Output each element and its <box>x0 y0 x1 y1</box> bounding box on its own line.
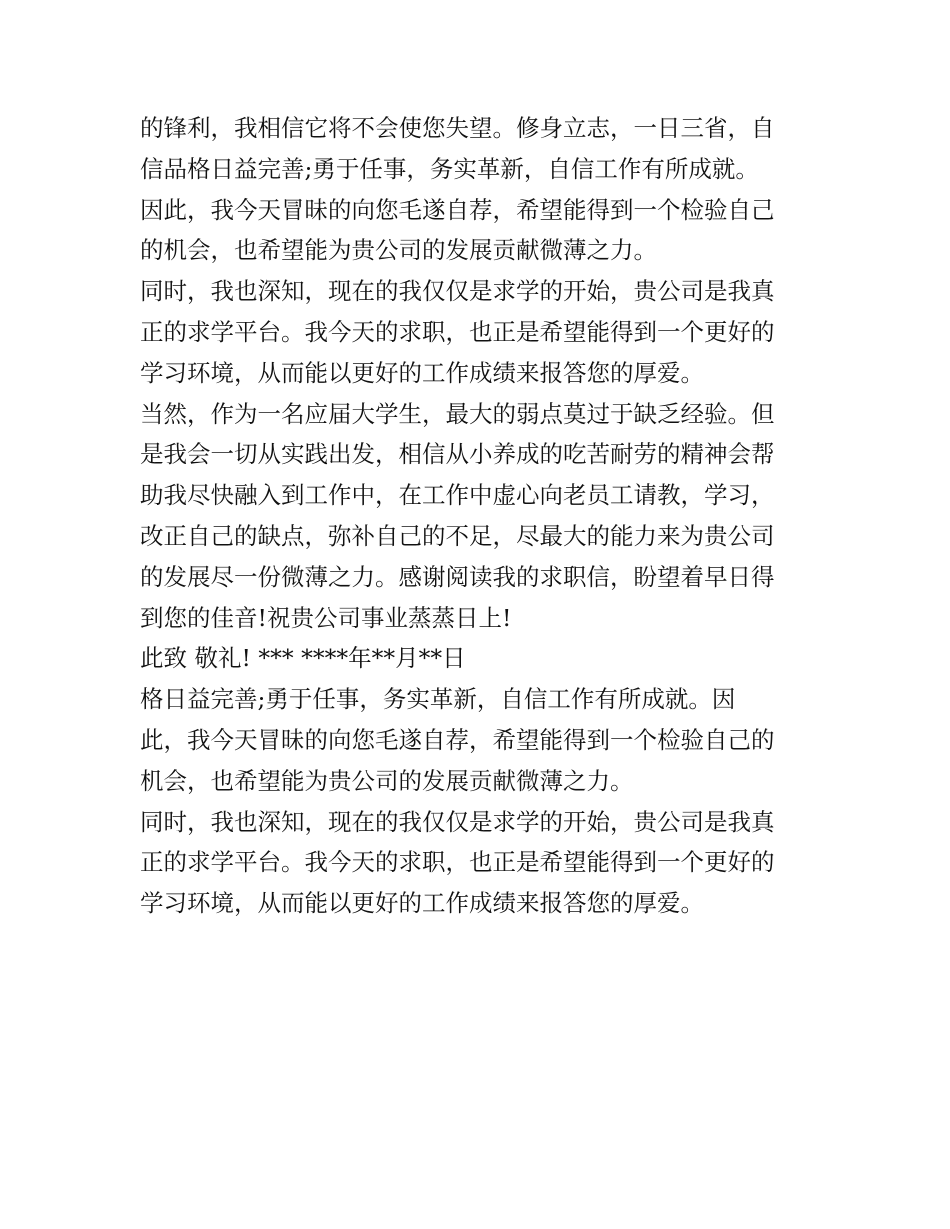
text-line: 是我会一切从实践出发，相信从小养成的吃苦耐劳的精神会帮 <box>140 440 775 469</box>
text-line: 的机会，也希望能为贵公司的发展贡献微薄之力。 <box>140 236 657 265</box>
text-line: 的发展尽一份微薄之力。感谢阅读我的求职信，盼望着早日得 <box>140 562 775 591</box>
text-line: 同时，我也深知，现在的我仅仅是求学的开始，贵公司是我真 <box>140 807 775 836</box>
text-line: 的锋利，我相信它将不会使您失望。修身立志，一日三省，自 <box>140 114 775 142</box>
text-line: 正的求学平台。我今天的求职，也正是希望能得到一个更好的 <box>140 848 775 877</box>
text-line: 改正自己的缺点，弥补自己的不足，尽最大的能力来为贵公司 <box>140 521 775 550</box>
text-line: 机会，也希望能为贵公司的发展贡献微薄之力。 <box>140 766 634 795</box>
text-line: 因此，我今天冒昧的向您毛遂自荐，希望能得到一个检验自己 <box>140 195 775 224</box>
text-line: 同时，我也深知，现在的我仅仅是求学的开始，贵公司是我真 <box>140 277 775 306</box>
text-line: 正的求学平台。我今天的求职，也正是希望能得到一个更好的 <box>140 317 775 346</box>
text-line: 格日益完善;勇于任事，务实革新，自信工作有所成就。因 <box>140 685 736 714</box>
closing-line: 此致 敬礼! *** ****年**月**日 <box>140 644 466 673</box>
document-body <box>140 108 820 924</box>
text-line: 此，我今天冒昧的向您毛遂自荐，希望能得到一个检验自己的 <box>140 725 775 754</box>
text-line: 当然，作为一名应届大学生，最大的弱点莫过于缺乏经验。但 <box>140 399 775 428</box>
text-line: 信品格日益完善;勇于任事，务实革新，自信工作有所成就。 <box>140 154 759 183</box>
text-line: 学习环境，从而能以更好的工作成绩来报答您的厚爱。 <box>140 358 704 387</box>
text-line: 助我尽快融入到工作中，在工作中虚心向老员工请教，学习， <box>140 481 775 510</box>
text-line: 学习环境，从而能以更好的工作成绩来报答您的厚爱。 <box>140 889 704 918</box>
text-line: 到您的佳音!祝贵公司事业蒸蒸日上! <box>140 603 512 632</box>
